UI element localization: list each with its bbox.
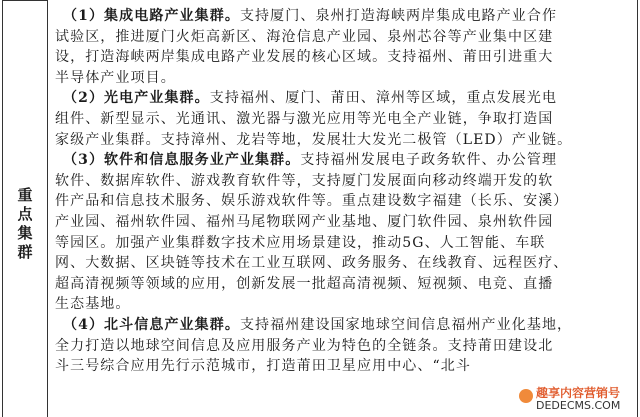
line-text: 等园区。加强产业集群数字技术应用场景建设，推动5G、人工智能、车联 <box>55 234 546 251</box>
line-text: 半导体产业项目。 <box>55 69 176 86</box>
line-text: 超高清视频等领域的应用，创新发展一批超高清视频、短视频、电竞、直播 <box>55 275 554 292</box>
line-text: 生态基地。 <box>55 296 131 313</box>
text-line <box>55 47 635 68</box>
text-line <box>55 150 635 171</box>
section-heading: （1）集成电路产业集群。 <box>63 8 240 24</box>
text-line <box>55 6 635 27</box>
document-table <box>2 0 638 417</box>
watermark <box>518 383 636 413</box>
line-text: 设，打造海峡两岸集成电路产业发展的核心区域。支持福州、莆田引进重大 <box>55 49 554 66</box>
text-line <box>55 294 635 315</box>
text-line <box>55 68 635 89</box>
text-line <box>55 336 635 357</box>
line-text: 组件、新型显示、光通讯、激光器与激光应用等光电全产业链，争取打造国 <box>55 110 554 127</box>
line-text: 支持福州发展电子政务软件、办公管理 <box>300 152 558 169</box>
section-heading: （3）软件和信息服务业产业集群。 <box>63 152 301 169</box>
text-line <box>55 253 635 274</box>
text-line <box>55 356 635 377</box>
line-text: 网、大数据、区块链等技术在工业互联网、政务服务、在线教育、远程医疗、 <box>55 255 569 272</box>
text-line <box>55 191 635 212</box>
watermark-logo-icon <box>519 389 533 403</box>
text-line <box>55 274 635 295</box>
line-text: 试验区，推进厦门火炬高新区、海沧信息产业园、泉州芯谷等产业集中区建 <box>55 28 554 45</box>
section-heading: （2）光电产业集群。 <box>63 90 210 107</box>
line-text: 支持福州建设国家地球空间信息福州产业化基地， <box>239 316 573 333</box>
line-text: 全力打造以地球空间信息及应用服务产业为特色的全链条。支持莆田建设北 <box>55 337 554 354</box>
line-text: 支持厦门、泉州打造海峡两岸集成电路产业合作 <box>239 8 558 24</box>
watermark-line2: DEDECMS.COM <box>536 399 621 412</box>
line-text: 斗三号综合应用先行示范城市，打造莆田卫星应用中心、“北斗 <box>55 358 471 375</box>
content-cell <box>55 6 635 377</box>
text-line <box>55 212 635 233</box>
text-line <box>55 130 635 151</box>
text-line <box>55 109 635 130</box>
category-char: 点 <box>17 205 33 223</box>
category-char: 重 <box>17 186 33 204</box>
section-heading: （4）北斗信息产业集群。 <box>63 316 240 333</box>
line-text: 产业园、福州软件园、福州马尾物联网产业基地、厦门软件园、泉州软件园 <box>55 213 554 230</box>
category-char: 集 <box>17 224 33 242</box>
watermark-line1: 趣享内容营销号 <box>536 386 621 400</box>
line-text: 支持福州、厦门、莆田、漳州等区域，重点发展光电 <box>209 90 558 107</box>
category-label <box>3 186 47 262</box>
text-line <box>55 315 635 336</box>
text-line <box>55 27 635 48</box>
text-line <box>55 171 635 192</box>
line-text: 件产品和信息技术服务、娱乐游戏软件等。重点建设数字福建（长乐、安溪） <box>55 193 569 210</box>
line-text: 家级产业集群。支持漳州、龙岩等地，发展壮大发光二极管（LED）产业链。 <box>55 131 573 148</box>
category-column <box>3 0 48 417</box>
text-line <box>55 88 635 109</box>
text-line <box>55 233 635 254</box>
top-border <box>3 0 47 1</box>
category-char: 群 <box>17 243 33 261</box>
line-text: 软件、数据库软件、游戏教育软件等，支持厦门发展面向移动终端开发的软 <box>55 172 554 189</box>
